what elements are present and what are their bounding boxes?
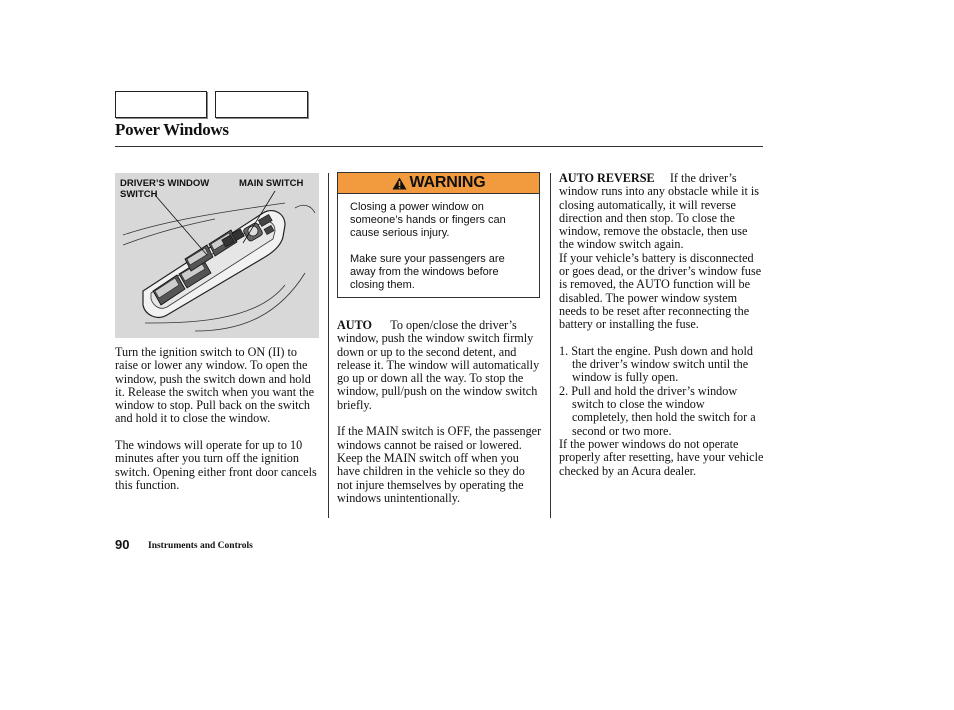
reset-step-2: 2. Pull and hold the driver’s window switch to close the window completely, then hold the switch for a second or two more. [559, 383, 756, 438]
reset-steps-list [559, 345, 764, 438]
battery-paragraph: If your vehicle’s battery is disconnected or goes dead, or the driver’s window fuse is removed, the AUTO function will be disabled. The power window system needs to be reset after reconnecting the battery or installing the fuse. [559, 250, 762, 332]
title-rule [115, 146, 763, 147]
auto-reverse-text: If the driver’s window runs into any obstacle while it is closing automatically, it will reverse direction and then stop. To close the window, remove the obstacle, then use the window switch again. [559, 171, 760, 252]
window-switch-illustration [115, 173, 319, 338]
auto-reverse-paragraph [559, 172, 764, 252]
warning-paragraph-2: Make sure your passengers are away from the windows before closing them. [350, 253, 505, 291]
warning-body [338, 194, 539, 292]
main-switch-paragraph: If the MAIN switch is OFF, the passenger windows cannot be raised or lowered. Keep the MAIN switch off when you have children in the vehicle so they do not injure themselves by operating the windows unintentionally. [337, 424, 542, 505]
left-column [115, 346, 320, 492]
section-name: Instruments and Controls [148, 541, 253, 551]
auto-reverse-heading: AUTO REVERSE [559, 171, 655, 185]
auto-text: To open/close the driver’s window, push the window switch firmly down or up to the second detent, and release it. The window will automatically go up or down all the way. To stop the window, pull/push on the window switch briefly. [337, 318, 540, 412]
warning-title: WARNING [409, 174, 486, 191]
middle-column [337, 319, 542, 505]
timer-paragraph: The windows will operate for up to 10 minutes after you turn off the ignition switch. Opening either front door cancels this function. [115, 438, 317, 492]
page-title: Power Windows [115, 120, 229, 139]
page-number: 90 [115, 537, 130, 552]
warning-header [338, 173, 539, 194]
nav-tab-box-1[interactable] [115, 91, 207, 118]
column-divider-1 [328, 173, 329, 518]
dealer-paragraph: If the power windows do not operate properly after resetting, have your vehicle checked by an Acura dealer. [559, 436, 764, 478]
right-column [559, 172, 764, 478]
ignition-paragraph: Turn the ignition switch to ON (II) to raise or lower any window. To open the window, push the switch down and hold it. Release the switch when you want the window to stop. Pull back on the switch and hold it to close the window. [115, 345, 315, 426]
auto-heading: AUTO [337, 318, 372, 332]
reset-step-1: 1. Start the engine. Push down and hold the driver’s window switch until the window is fully open. [559, 343, 753, 385]
warning-paragraph-1: Closing a power window on someone’s hands or fingers can cause serious injury. [350, 201, 506, 239]
warning-box [337, 172, 540, 298]
column-divider-2 [550, 173, 551, 518]
nav-tab-box-2[interactable] [215, 91, 308, 118]
warning-triangle-icon [392, 177, 407, 190]
driver-window-switch-label: DRIVER’S WINDOW SWITCH [120, 178, 210, 200]
auto-paragraph [337, 319, 542, 412]
main-switch-label: MAIN SWITCH [239, 178, 304, 189]
